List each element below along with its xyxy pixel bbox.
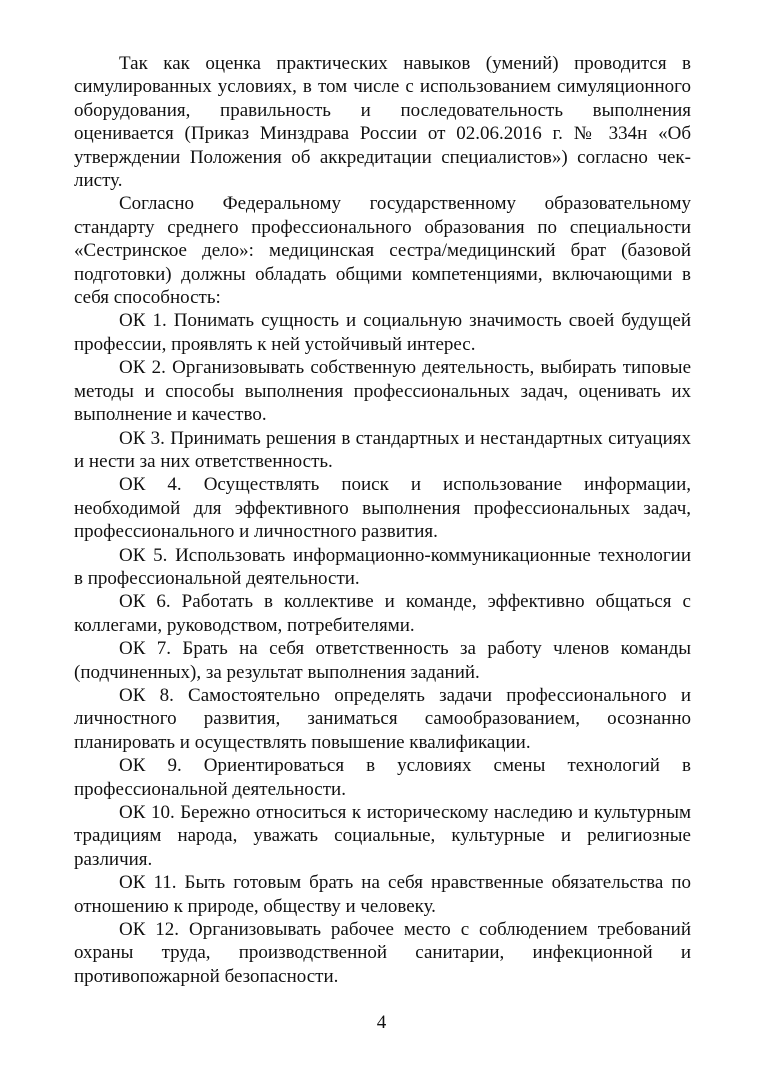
competency-ok-10: ОК 10. Бережно относиться к историческому наследию и культурным традициям народа, уважать социальные, культурные и религиозные различия. xyxy=(74,802,691,870)
competency-ok-11: ОК 11. Быть готовым брать на себя нравственные обязательства по отношению к природе, обществу и человеку. xyxy=(74,872,691,917)
competency-ok-6: ОК 6. Работать в коллективе и команде, эффективно общаться с коллегами, руководством, потребителями. xyxy=(74,591,691,636)
competency-ok-5: ОК 5. Использовать информационно-коммуникационные технологии в профессиональной деятельности. xyxy=(74,544,691,589)
page-number: 4 xyxy=(376,1012,387,1033)
competency-ok-2: ОК 2. Организовывать собственную деятельность, выбирать типовые методы и способы выполнения профессиональных задач, оценивать их выполнение и качество. xyxy=(74,357,691,426)
intro-paragraph: Так как оценка практических навыков (умений) проводится в симулированных условиях, в том числе с использованием симуляционного оборудования, правильность и последовательность выполнения оценивается (Приказ Минздрава России от 02.06.2016 г. № 334н «Об утверждении Положения об аккредитации специалистов») согласно чек-листу. xyxy=(74,53,691,192)
competency-ok-12: ОК 12. Организовывать рабочее место с соблюдением требований охраны труда, производственной санитарии, инфекционной и противопожарной безопасности. xyxy=(74,919,691,987)
competency-ok-8: ОК 8. Самостоятельно определять задачи профессионального и личностного развития, заниматься самообразованием, осознанно планировать и осуществлять повышение квалификации. xyxy=(74,684,691,753)
standard-paragraph: Согласно Федеральному государственному образовательному стандарту среднего профессионального образования по специальности «Сестринское дело»: медицинская сестра/медицинский брат (базовой подготовки) должны обладать общими компетенциями, включающими в себя способность: xyxy=(74,193,691,309)
competency-ok-1: ОК 1. Понимать сущность и социальную значимость своей будущей профессии, проявлять к ней устойчивый интерес. xyxy=(74,310,691,355)
document-page xyxy=(74,52,691,988)
competency-ok-9: ОК 9. Ориентироваться в условиях смены технологий в профессиональной деятельности. xyxy=(74,755,691,800)
competency-ok-7: ОК 7. Брать на себя ответственность за работу членов команды (подчиненных), за результат выполнения заданий. xyxy=(74,638,691,683)
competency-ok-4: ОК 4. Осуществлять поиск и использование информации, необходимой для эффективного выполнения профессиональных задач, профессионального и личностного развития. xyxy=(74,474,691,543)
competency-ok-3: ОК 3. Принимать решения в стандартных и нестандартных ситуациях и нести за них ответственность. xyxy=(74,427,691,472)
